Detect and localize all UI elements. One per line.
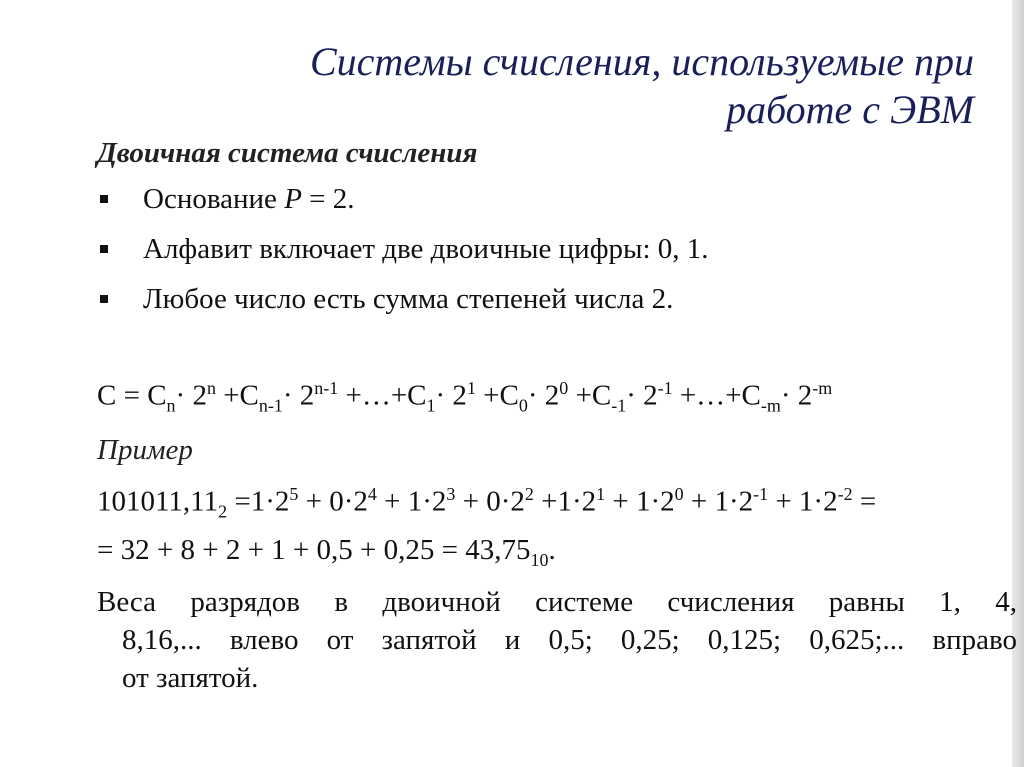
slide-content bbox=[97, 136, 1017, 320]
example-equation-1: $101011,11_2 =1\cdot 2^5 + 0\cdot 2^4 + 1\cdot 2^3 + 0\cdot 2^2 +1\cdot 2^1 + 1\cdot 2^0 + 1\cdot 2^{-1} + 1\cdot 2^{-2}$ = bbox=[97, 484, 877, 522]
weights-line-2: 8,16,... влево от запятой и 0,5; 0,25; 0,125; 0,625;... вправо bbox=[122, 624, 1017, 656]
bullet-square-icon bbox=[100, 295, 108, 303]
bullet-list bbox=[97, 178, 1017, 320]
list-item: Любое число есть сумма степеней числа 2. bbox=[97, 278, 1017, 320]
weights-line-1: Веса разрядов в двоичной системе счисления равны 1, 4, bbox=[97, 586, 1017, 618]
weights-paragraph bbox=[97, 583, 1017, 697]
bullet-square-icon bbox=[100, 245, 108, 253]
subheading: Двоичная система счисления bbox=[97, 137, 478, 169]
title-line-1: Системы счисления, используемые при bbox=[309, 39, 974, 84]
general-formula: $C = C_n\cdot 2^n +C_{n-1}\cdot 2^{n-1}$ $+\dots+C_1\cdot 2^1 +C_0\cdot 2^0 +C_{-1}\cdot 2^{-1}$ $+\dots+C_{-m}\cdot 2^{-m}$ bbox=[97, 378, 833, 416]
slide-title bbox=[214, 38, 974, 134]
example-equation-2: = $32 + 8 + 2 + 1 + 0,5 + 0,25 = 43,75_{10}$. bbox=[97, 534, 556, 570]
list-item: Алфавит включает две двоичные цифры: 0, 1. bbox=[97, 228, 1017, 270]
title-line-2: работе с ЭВМ bbox=[726, 87, 974, 132]
example-label: Пример bbox=[97, 434, 193, 466]
bullet-square-icon bbox=[100, 195, 108, 203]
list-item: Основание P = 2. bbox=[97, 178, 1017, 220]
weights-line-3: от запятой. bbox=[122, 662, 259, 694]
